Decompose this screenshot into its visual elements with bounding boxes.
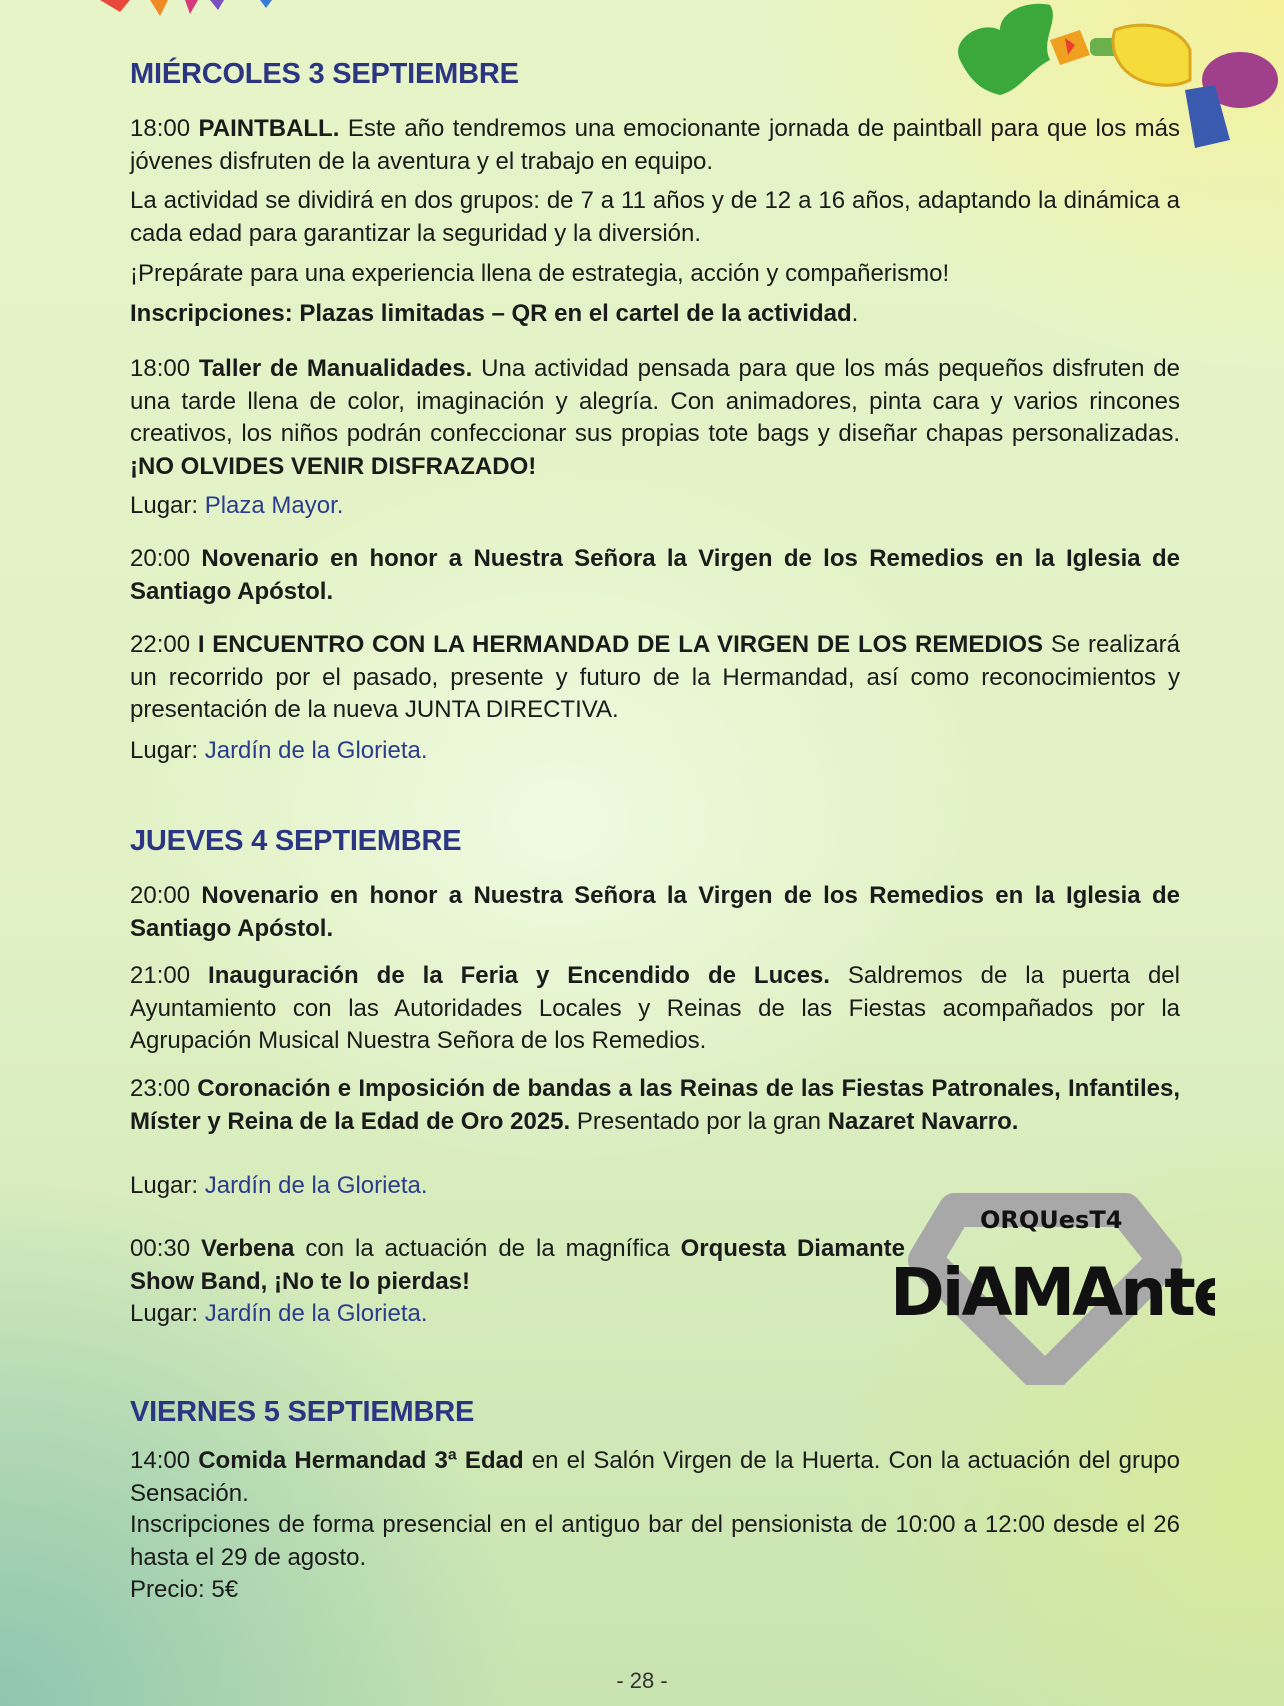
text: Lugar: [130,737,205,764]
text: Este año tendremos una emocionante jornada de paintball para que los más jóvenes disfruten de la aventura y el trabajo en equipo. [130,115,1180,175]
text: 20:00 [130,882,202,909]
text: 22:00 [130,631,198,658]
bold-text: ¡NO OLVIDES VENIR DISFRAZADO! [130,452,537,480]
diamond-logo-icon [885,1190,1215,1385]
text: La actividad se dividirá en dos grupos: de 7 a 11 años y de 12 a 16 años, adaptando la dinámica a cada edad para garantizar la seguridad y la diversión. [130,187,1180,247]
event-paragraph [130,258,1180,291]
event-paragraph [130,960,1180,1058]
flower-decoration-icon [90,0,310,20]
text: 14:00 [130,1447,199,1474]
location-link[interactable]: Jardín de la Glorieta. [204,737,428,764]
location-link[interactable]: Plaza Mayor. [204,492,344,519]
text: Se realizará un recorrido por el pasado, presente y futuro de la Hermandad, así como reconocimientos y presentación de la nueva JUNTA DIRECTIVA. [130,631,1180,724]
event-paragraph [130,185,1180,250]
text: Una actividad pensada para que los más pequeños disfruten de una tarde llena de color, imaginación y alegría. Con animadores, pinta cara y varios rincones creativos, los niños podrán confeccionar sus propias tote bags y diseñar chapas personalizadas. [130,355,1180,448]
bold-text: Novenario en honor a Nuestra Señora la Virgen de los Remedios en la Iglesia de Santiago Apóstol. [130,882,1180,942]
bold-text: I ENCUENTRO CON LA HERMANDAD DE LA VIRGEN DE LOS REMEDIOS [197,631,1044,658]
orquesta-diamante-logo [885,1190,1215,1385]
text: 18:00 [130,355,199,382]
event-paragraph [130,1073,1180,1138]
bold-text: Coronación e Imposición de bandas a las Reinas de las Fiestas Patronales, Infantiles, Míster y Reina de la Edad de Oro 2025. [130,1075,1180,1135]
text: 20:00 [130,545,202,572]
text: . [851,300,859,327]
event-paragraph [130,543,1180,608]
bold-text: Taller de Manualidades. [198,355,473,382]
event-paragraph [130,113,1180,178]
text: Precio: 5€ [130,1576,239,1603]
bold-text: Verbena [201,1235,295,1262]
event-paragraph [130,353,1180,483]
text: 18:00 [130,115,199,142]
location-link[interactable]: Jardín de la Glorieta. [204,1172,428,1199]
text: 23:00 [130,1075,198,1102]
text: en el Salón Virgen de la Huerta. Con la actuación del grupo Sensación. [130,1447,1180,1507]
text: Lugar: [130,492,205,519]
event-paragraph [130,629,1180,727]
event-paragraph [130,490,1180,523]
bold-text: Orquesta Diamante Show Band, ¡No te lo pierdas! [130,1235,905,1295]
text: Lugar: [130,1172,205,1199]
day-heading: JUEVES 4 SEPTIEMBRE [130,825,462,857]
svg-text:ORQUesT4: ORQUesT4 [980,1206,1123,1234]
svg-text:DiAMAnte: DiAMAnte [890,1254,1215,1331]
bold-text: Nazaret Navarro. [827,1107,1019,1135]
bold-text: Inauguración de la Feria y Encendido de Luces. [208,962,830,989]
text: Presentado por la gran [570,1107,828,1135]
text: 00:30 [130,1235,202,1262]
text: Saldremos de la puerta del Ayuntamiento con las Autoridades Locales y Reinas de las Fiestas acompañados por la Agrupación Musical Nuestra Señora de los Remedios. [130,962,1180,1055]
bold-text: Inscripciones: Plazas limitadas – QR en el cartel de la actividad [130,300,852,327]
event-paragraph [130,880,1180,945]
bold-text: Novenario en honor a Nuestra Señora la Virgen de los Remedios en la Iglesia de Santiago Apóstol. [130,545,1180,605]
bold-text: Comida Hermandad 3ª Edad [198,1447,524,1474]
event-paragraph [130,1574,1180,1607]
location-link[interactable]: Jardín de la Glorieta. [204,1300,428,1327]
text: 21:00 [130,962,209,989]
day-heading: MIÉRCOLES 3 SEPTIEMBRE [130,58,519,90]
event-paragraph [130,298,1180,331]
event-paragraph [130,1509,1180,1574]
bold-text: PAINTBALL. [198,115,340,142]
page-number: - 28 - [616,1668,668,1693]
text: Lugar: [130,1300,205,1327]
event-paragraph [130,1445,1180,1510]
day-heading: VIERNES 5 SEPTIEMBRE [130,1396,475,1428]
text: Inscripciones de forma presencial en el antiguo bar del pensionista de 10:00 a 12:00 desde el 26 hasta el 29 de agosto. [130,1511,1180,1571]
event-paragraph [130,735,1180,768]
event-paragraph [130,1233,905,1298]
text: ¡Prepárate para una experiencia llena de estrategia, acción y compañerismo! [130,260,950,287]
text: con la actuación de la magnífica [294,1235,681,1262]
